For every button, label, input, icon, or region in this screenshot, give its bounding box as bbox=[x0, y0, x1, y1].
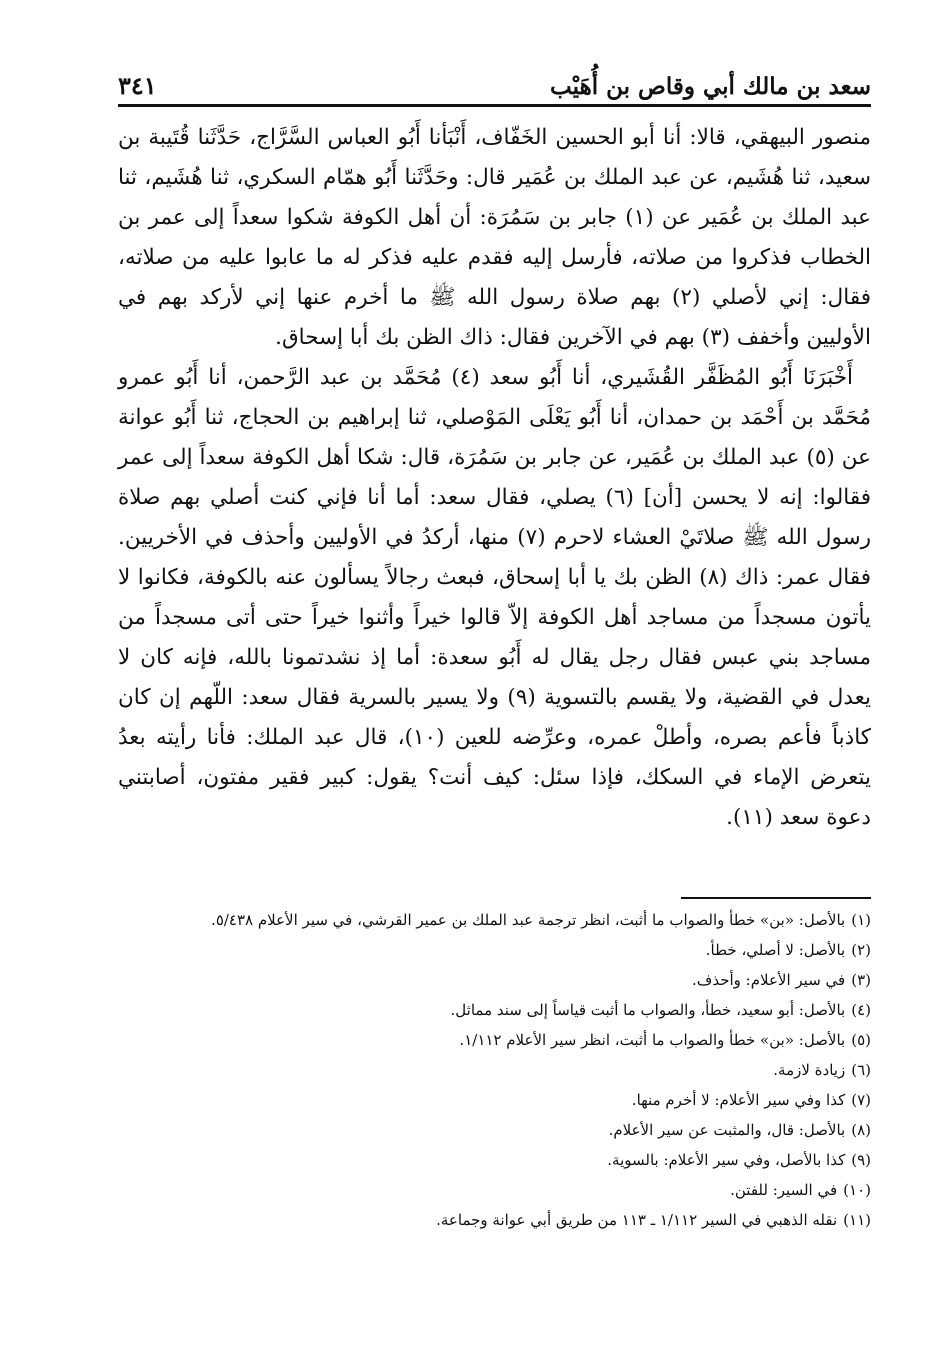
footnote-number: (٥) bbox=[851, 1031, 871, 1049]
footnote-text: بالأصل: أبو سعيد، خطأ، والصواب ما أثبت قياساً إلى سند مماثل. bbox=[450, 1001, 846, 1019]
footnote-text: زيادة لازمة. bbox=[773, 1061, 846, 1079]
footnote bbox=[118, 965, 871, 995]
footnote-number: (٤) bbox=[851, 1001, 871, 1019]
footnote-number: (٣) bbox=[851, 971, 871, 989]
footnote bbox=[118, 1175, 871, 1205]
footnote-text: كذا وفي سير الأعلام: لا أخرم منها. bbox=[631, 1091, 846, 1109]
footnote bbox=[118, 995, 871, 1025]
footnotes bbox=[118, 905, 871, 1235]
footnote-text: بالأصل: «بن» خطأ والصواب ما أثبت، انظر ترجمة عبد الملك بن عمير القرشي، في سير الأعلام ٥/٤٣٨. bbox=[211, 911, 846, 929]
paragraph: منصور البيهقي، قالا: أنا أبو الحسين الخَفّاف، أَنْبَأنا أَبُو العباس السَّرَّاج، حَدَّثَنا قُتَيبة بن سعيد، ثنا هُشَيم، عن عبد الملك بن عُمَير قال: وحَدَّثَنا أَبُو همّام السكري، ثنا هُشَيم، ثنا عبد الملك بن عُمَير عن (١) جابر بن سَمُرَة: أن أهل الكوفة شكوا سعداً إلى عمر بن الخطاب فذكروا من صلاته، فأرسل إليه فقدم عليه فذكر له ما عابوا عليه من صلاته، فقال: إني لأصلي (٢) بهم صلاة رسول الله ﷺ ما أخرم عنها إني لأركد بهم في الأوليين وأخفف (٣) بهم في الآخرين فقال: ذاك الظن بك أبا إسحاق. bbox=[118, 125, 871, 350]
footnote bbox=[118, 1145, 871, 1175]
running-header bbox=[118, 60, 871, 107]
footnote-number: (٨) bbox=[851, 1121, 871, 1139]
footnote bbox=[118, 1055, 871, 1085]
footnote-text: نقله الذهبي في السير ١/١١٢ ـ ١١٣ من طريق أبي عوانة وجماعة. bbox=[436, 1211, 838, 1229]
footnote-text: بالأصل: لا أصلي، خطأ. bbox=[705, 941, 846, 959]
footnote-number: (١) bbox=[851, 911, 871, 929]
footnote bbox=[118, 1205, 871, 1235]
footnote-number: (١٠) bbox=[843, 1181, 871, 1199]
page-number: ٣٤١ bbox=[118, 71, 157, 100]
main-text bbox=[118, 118, 871, 838]
footnote-text: في سير الأعلام: وأحذف. bbox=[692, 971, 846, 989]
footnote bbox=[118, 1025, 871, 1055]
footnote-number: (٢) bbox=[851, 941, 871, 959]
footnote-number: (٦) bbox=[851, 1061, 871, 1079]
chapter-title: سعد بن مالك أبي وقاص بن أُهَيْب bbox=[550, 73, 871, 100]
paragraph: أَخْبَرَنَا أَبُو المُظَفَّر القُشَيري، أنا أَبُو سعد (٤) مُحَمَّد بن عبد الرَّحمن، أنا أَبُو عمرو مُحَمَّد بن أَحْمَد بن حمدان، أنا أَبُو يَعْلَى المَوْصلي، ثنا إبراهيم بن الحجاج، ثنا أَبُو عوانة عن (٥) عبد الملك بن عُمَير، عن جابر بن سَمُرَة، قال: شكا أهل الكوفة سعداً إلى عمر فقالوا: إنه لا يحسن [أن] (٦) يصلي، فقال سعد: أما أنا فإني كنت أصلي بهم صلاة رسول الله ﷺ صلاتَيْ العشاء لاحرم (٧) منها، أركدُ في الأوليين وأحذف في الأخريين. فقال عمر: ذاك (٨) الظن بك يا أبا إسحاق، فبعث رجالاً يسألون عنه بالكوفة، فكانوا لا يأتون مسجداً من مساجد أهل الكوفة إلاّ قالوا خيراً وأثنوا خيراً حتى أتى مسجداً من مساجد بني عبس فقال رجل يقال له أَبُو سعدة: أما إذ نشدتمونا بالله، فإنه كان لا يعدل في القضية، ولا يقسم بالتسوية (٩) ولا يسير بالسرية فقال سعد: اللّهم إن كان كاذباً فأعم بصره، وأطلْ عمره، وعرِّضه للعين (١٠)، قال عبد الملك: فأنا رأيته بعدُ يتعرض الإماء في السكك، فإذا سئل: كيف أنت؟ يقول: كبير فقير مفتون، أصابتني دعوة سعد (١١). bbox=[118, 365, 871, 830]
footnote-divider bbox=[681, 897, 871, 899]
footnote-text: بالأصل: «بن» خطأ والصواب ما أثبت، انظر سير الأعلام ١/١١٢. bbox=[459, 1031, 846, 1049]
footnote-number: (١١) bbox=[843, 1211, 871, 1229]
footnote-number: (٧) bbox=[851, 1091, 871, 1109]
footnote bbox=[118, 905, 871, 935]
footnote-text: بالأصل: قال، والمثبت عن سير الأعلام. bbox=[608, 1121, 846, 1139]
footnote bbox=[118, 935, 871, 965]
footnote-text: في السير: للفتن. bbox=[730, 1181, 838, 1199]
footnote bbox=[118, 1115, 871, 1145]
footnote bbox=[118, 1085, 871, 1115]
footnote-number: (٩) bbox=[851, 1151, 871, 1169]
footnote-text: كذا بالأصل، وفي سير الأعلام: بالسوية. bbox=[607, 1151, 846, 1169]
